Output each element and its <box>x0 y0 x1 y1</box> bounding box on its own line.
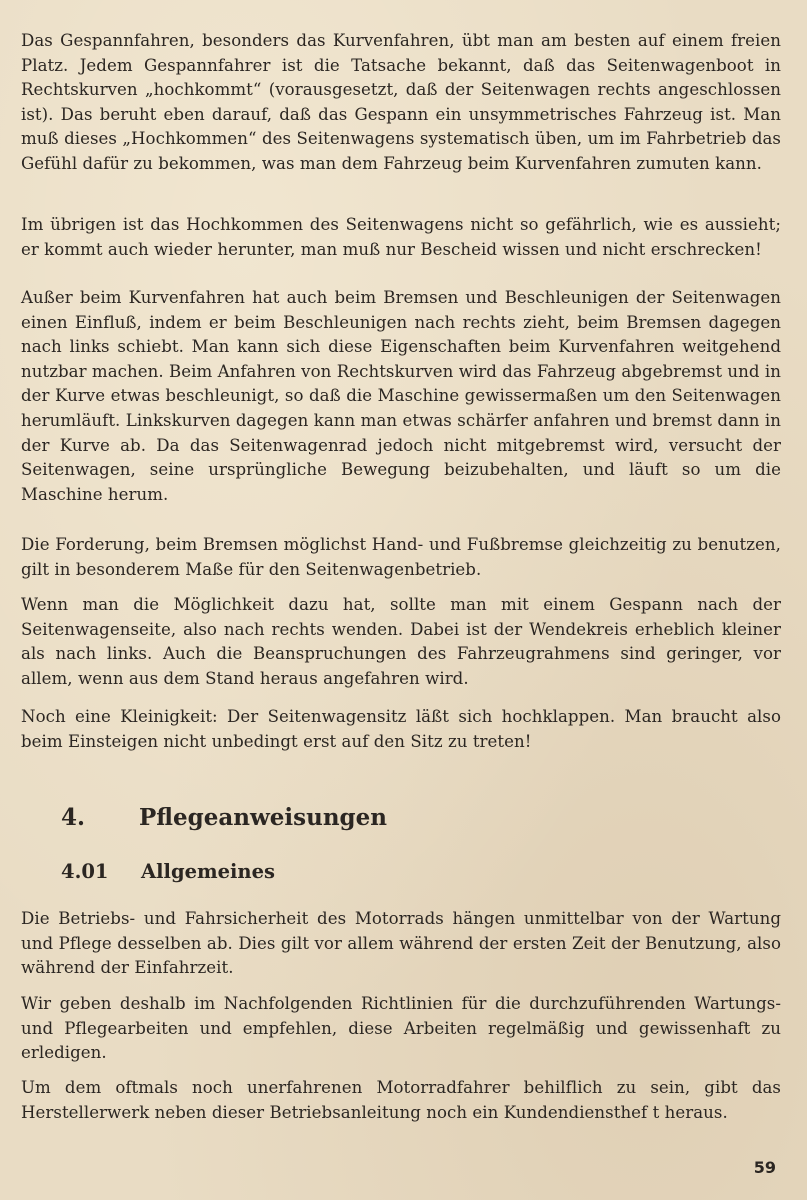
paragraph-kundendienstheft: Um dem oftmals noch unerfahrenen Motorradfahrer behilflich zu sein, gibt das Herstellerwerk neben dieser Betriebsanleitung noch ein Kundendiensthef t heraus. <box>21 1078 781 1122</box>
subsection-number: 4.01 <box>61 860 109 883</box>
section-title: Pflegeanweisungen <box>139 804 387 831</box>
page-number: 59 <box>753 1158 776 1177</box>
paragraph-gespannfahren: Das Gespannfahren, besonders das Kurvenfahren, übt man am besten auf einem freien Platz. Jedem Gespannfahrer ist die Tatsache bekannt, daß das Seitenwagenboot in Rechtskurven „hochkommt“ (vorausgesetzt, daß der Seitenwagen rechts angeschlossen ist). Das beruht eben darauf, daß das Gespann ein unsymmetrisches Fahrzeug ist. Man muß dieses „Hochkommen“ des Seitenwagens systematisch üben, um im Fahrbetrieb das Gefühl dafür zu bekommen, was man dem Fahrzeug beim Kurvenfahren zumuten kann. <box>21 31 781 173</box>
section-number: 4. <box>61 804 86 831</box>
paragraph-richtlinien: Wir geben deshalb im Nachfolgenden Richtlinien für die durchzuführenden Wartungs- und Pflegearbeiten und empfehlen, diese Arbeiten regelmäßig und gewissenhaft zu erledigen. <box>21 994 781 1063</box>
paragraph-hand-fussbremse: Die Forderung, beim Bremsen möglichst Hand- und Fußbremse gleichzeitig zu benutzen, gilt in besonderem Maße für den Seitenwagenbetrieb. <box>21 535 781 579</box>
paragraph-hochkommen: Im übrigen ist das Hochkommen des Seitenwagens nicht so gefährlich, wie es aussieht; er kommt auch wieder herunter, man muß nur Bescheid wissen und nicht erschrecken! <box>21 215 781 259</box>
paragraph-betriebssicherheit: Die Betriebs- und Fahrsicherheit des Motorrads hängen unmittelbar von der Wartung und Pflege desselben ab. Dies gilt vor allem während der ersten Zeit der Benutzung, also während der Einfahrzeit. <box>21 909 781 978</box>
paragraph-seitenwagensitz: Noch eine Kleinigkeit: Der Seitenwagensitz läßt sich hochklappen. Man braucht also beim Einsteigen nicht unbedingt erst auf den Sitz zu treten! <box>21 707 781 751</box>
subsection-title: Allgemeines <box>141 860 275 883</box>
paragraph-wendekreis: Wenn man die Möglichkeit dazu hat, sollte man mit einem Gespann nach der Seitenwagenseite, also nach rechts wenden. Dabei ist der Wendekreis erheblich kleiner als nach links. Auch die Beanspruchungen des Fahrzeugrahmens sind geringer, vor allem, wenn aus dem Stand heraus angefahren wird. <box>21 595 781 688</box>
paragraph-bremsen-beschleunigen: Außer beim Kurvenfahren hat auch beim Bremsen und Beschleunigen der Seitenwagen einen Einfluß, indem er beim Beschleunigen nach rechts zieht, beim Bremsen dagegen nach links schiebt. Man kann sich diese Eigenschaften beim Kurvenfahren weitgehend nutzbar machen. Beim Anfahren von Rechtskurven wird das Fahrzeug abgebremst und in der Kurve etwas beschleunigt, so daß die Maschine gewissermaßen um den Seitenwagen herumläuft. Linkskurven dagegen kann man etwas schärfer anfahren und bremst dann in der Kurve ab. Da das Seitenwagenrad jedoch nicht mitgebremst wird, versucht der Seitenwagen, seine ursprüngliche Bewegung beizubehalten, und läuft so um die Maschine herum. <box>21 288 781 504</box>
